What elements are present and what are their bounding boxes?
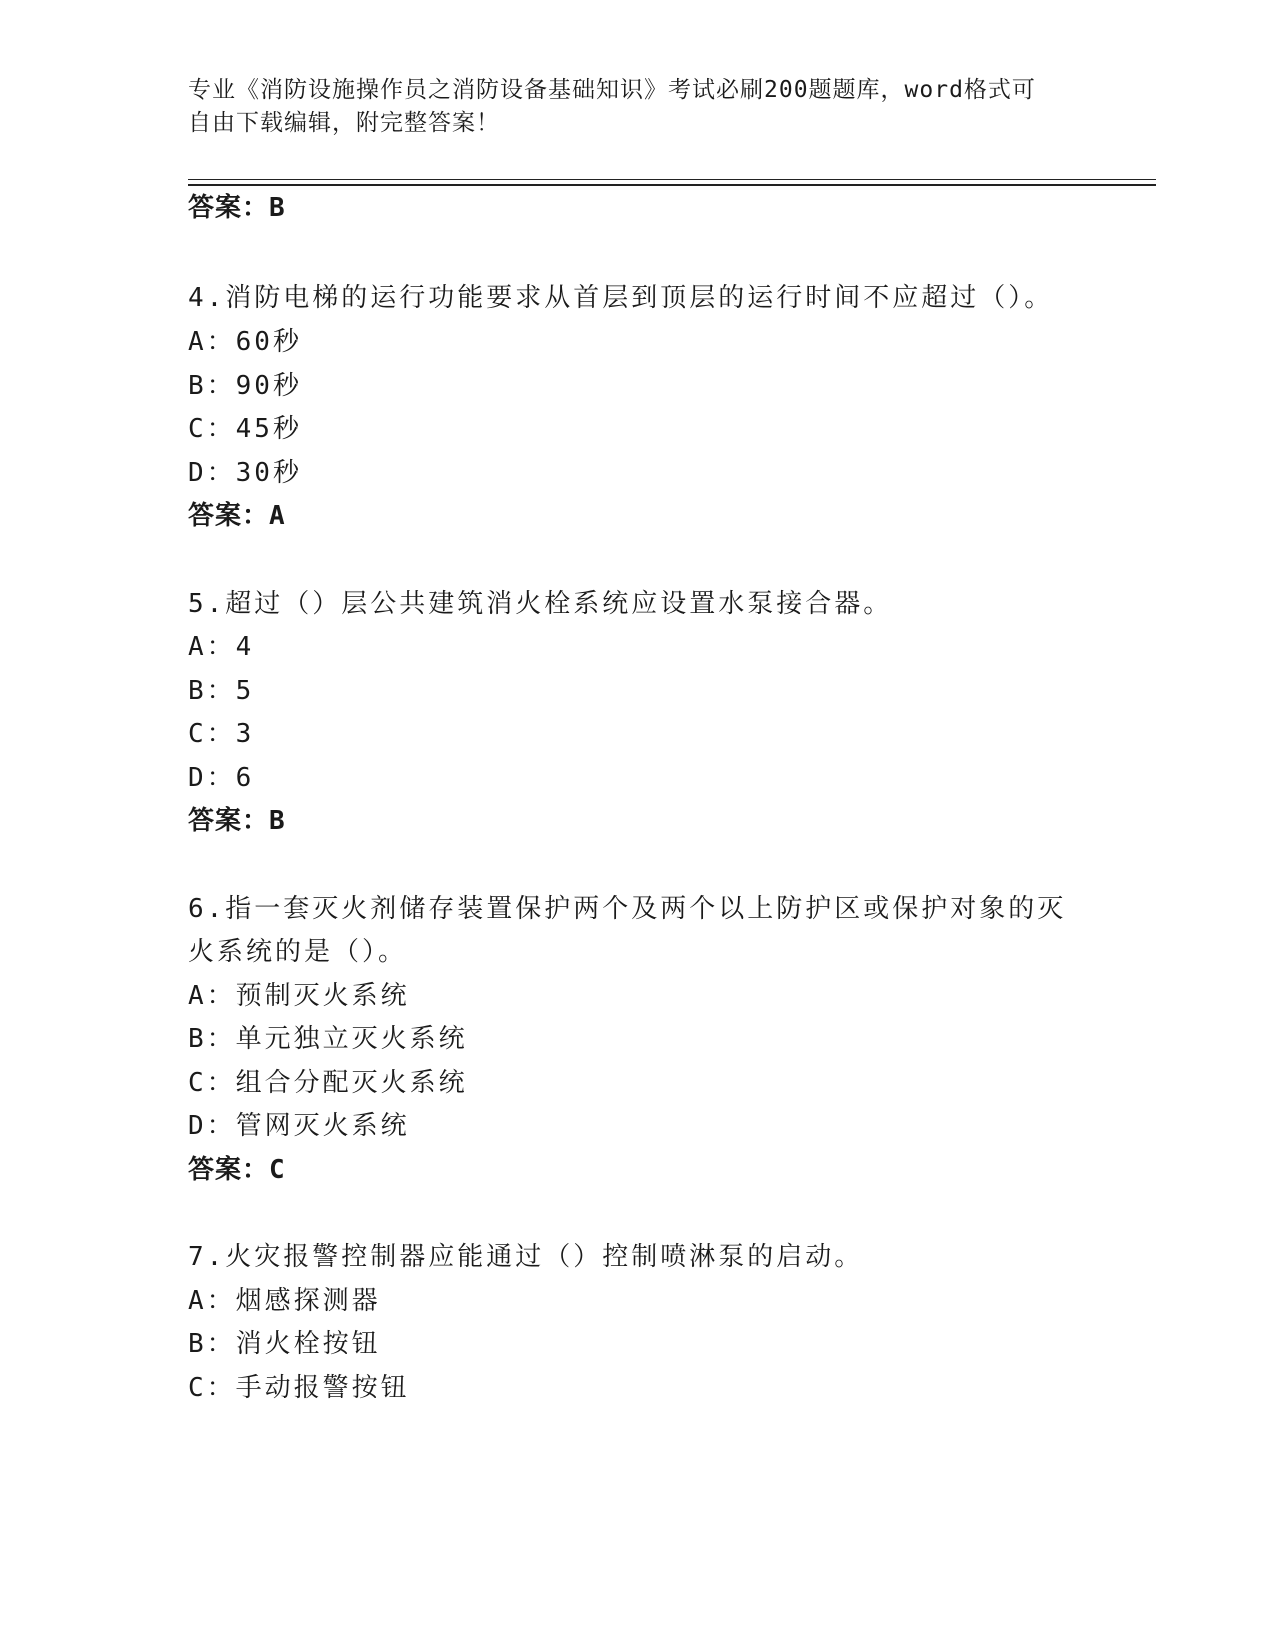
q4-option-a: A：60秒 [188, 327, 302, 357]
header-line-2: 自由下载编辑，附完整答案！ [188, 110, 500, 136]
q7-option-b: B：消火栓按钮 [188, 1329, 381, 1359]
q4-option-b: B：90秒 [188, 371, 302, 401]
q6-option-c: C：组合分配灭火系统 [188, 1068, 468, 1098]
q5-option-d: D：6 [188, 763, 255, 793]
q5-option-a: A：4 [188, 632, 255, 662]
q6-question-line-2: 火系统的是（）。 [188, 937, 408, 967]
q6-option-d: D：管网灭火系统 [188, 1111, 410, 1141]
q4-option-c: C：45秒 [188, 414, 302, 444]
q4-option-d: D：30秒 [188, 458, 302, 488]
q4-question: 4.消防电梯的运行功能要求从首层到顶层的运行时间不应超过（）。 [188, 283, 1054, 313]
q6-answer: 答案：C [188, 1155, 286, 1185]
q5-question: 5.超过（）层公共建筑消火栓系统应设置水泵接合器。 [188, 589, 893, 619]
document-header [188, 74, 1068, 140]
q5-option-b: B：5 [188, 676, 255, 706]
header-divider-thin [188, 179, 1156, 180]
q7-question: 7.火灾报警控制器应能通过（）控制喷淋泵的启动。 [188, 1242, 864, 1272]
q6-option-b: B：单元独立灭火系统 [188, 1024, 468, 1054]
q7-option-c: C：手动报警按钮 [188, 1373, 410, 1403]
q6-question-line-1: 6.指一套灭火剂储存装置保护两个及两个以上防护区或保护对象的灭 [188, 894, 1067, 924]
q7-option-a: A：烟感探测器 [188, 1286, 381, 1316]
q5-answer: 答案：B [188, 806, 286, 836]
header-divider-thick [188, 184, 1156, 186]
q6-option-a: A：预制灭火系统 [188, 981, 410, 1011]
q5-option-c: C：3 [188, 719, 255, 749]
q3-answer: 答案：B [188, 193, 286, 223]
q4-answer: 答案：A [188, 501, 286, 531]
header-line-1: 专业《消防设施操作员之消防设备基础知识》考试必刷200题题库，word格式可 [188, 77, 1036, 103]
